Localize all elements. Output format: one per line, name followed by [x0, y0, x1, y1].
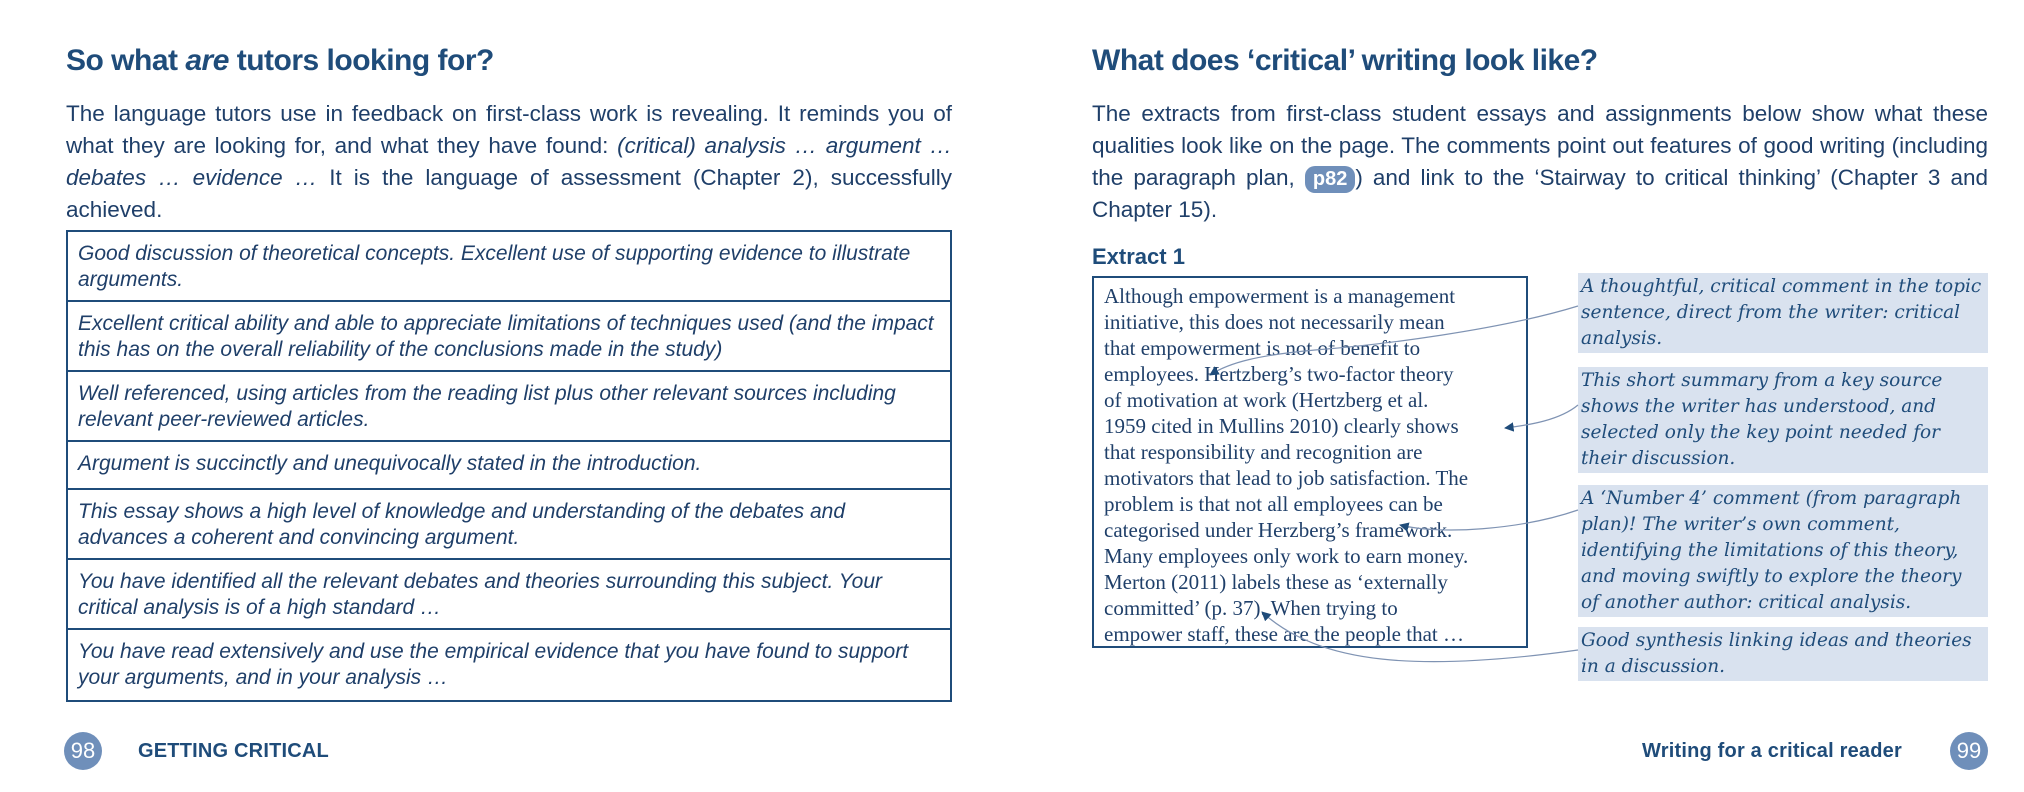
- page-reference-link[interactable]: p82: [1305, 166, 1355, 193]
- heading-text: So what: [66, 44, 186, 77]
- extract-line: categorised under Herzberg’s framework.: [1104, 518, 1453, 542]
- left-page: [0, 0, 1000, 792]
- extract-line: initiative, this does not necessarily mean: [1104, 310, 1445, 334]
- annotation-note: A thoughtful, critical comment in the topic sentence, direct from the writer: critical analysis.: [1578, 273, 1988, 353]
- heading-emphasis: are: [185, 44, 229, 77]
- feedback-row: Excellent critical ability and able to appreciate limitations of techniques used (and the impact this has on the overall reliability of the conclusions made in the study): [68, 302, 950, 372]
- right-running-footer: Writing for a critical reader: [1642, 740, 1902, 762]
- feedback-table: [66, 230, 952, 702]
- right-page-heading: What does ‘critical’ writing look like?: [1092, 44, 1598, 77]
- connector-arrow: [1210, 306, 1578, 375]
- right-intro-paragraph: The extracts from first-class student essays and assignments below show what these qualities look like on the page. The comments point out features of good writing (including the paragraph plan, p82 ) and link to the ‘Stairway to critical thinking’ (Chapter 3 and Chapter 15).: [1092, 101, 1989, 222]
- extract-line: 1959 cited in Mullins 2010) clearly shows: [1104, 414, 1459, 438]
- extract-line: of motivation at work (Hertzberg et al.: [1104, 388, 1429, 412]
- extract-line: Many employees only work to earn money.: [1104, 544, 1469, 568]
- left-page-heading: [66, 44, 494, 78]
- extract-label: Extract 1: [1092, 244, 1185, 269]
- annotation-note: This short summary from a key source shows the writer has understood, and selected only the key point needed for their discussion.: [1578, 367, 1988, 473]
- left-running-footer: GETTING CRITICAL: [138, 740, 329, 762]
- feedback-row: Argument is succinctly and unequivocally stated in the introduction.: [68, 442, 950, 490]
- extract-line: employees. Hertzberg’s two-factor theory: [1104, 362, 1454, 386]
- annotation-connectors: [1000, 0, 2024, 792]
- extract-line: that empowerment is not of benefit to: [1104, 336, 1421, 360]
- extract-line: problem is that not all employees can be: [1104, 492, 1443, 516]
- left-intro-paragraph: The language tutors use in feedback on first-class work is revealing. It reminds you of what they are looking for, and what they have found: (critical) analysis … argument … debates … evidence … It is the language of assessment (Chapter 2), successfully achieved.: [66, 101, 953, 222]
- right-page: [1000, 0, 2024, 792]
- feedback-row: You have read extensively and use the empirical evidence that you have found to support your arguments, and in your analysis …: [78, 640, 909, 689]
- heading-text: tutors looking for?: [228, 44, 494, 77]
- annotation-note: A ‘Number 4’ comment (from paragraph plan)! The writer’s own comment, identifying the limitations of this theory, and moving swiftly to explore the theory of another author: critical analysis.: [1578, 485, 1988, 617]
- feedback-row: This essay shows a high level of knowledge and understanding of the debates and advances a coherent and convincing argument.: [68, 490, 950, 560]
- feedback-row: Good discussion of theoretical concepts. Excellent use of supporting evidence to illustrate arguments.: [68, 232, 950, 302]
- extract-line: committed’ (p. 37). When trying to: [1104, 596, 1398, 620]
- feedback-row: You have identified all the relevant debates and theories surrounding this subject. Your critical analysis is of a high standard …: [68, 560, 950, 630]
- connector-arrow: [1262, 612, 1578, 662]
- extract-line: Merton (2011) labels these as ‘externally: [1104, 570, 1448, 594]
- connector-arrow: [1505, 405, 1578, 428]
- extract-line: that responsibility and recognition are: [1104, 440, 1423, 464]
- feedback-row: Well referenced, using articles from the reading list plus other relevant sources including relevant peer-reviewed articles.: [68, 372, 950, 442]
- right-page-number: 99: [1950, 732, 1988, 770]
- annotation-note: Good synthesis linking ideas and theories in a discussion.: [1578, 627, 1988, 681]
- connector-arrow: [1400, 510, 1578, 530]
- extract-line: empower staff, these are the people that …: [1104, 622, 1464, 646]
- extract-line: Although empowerment is a management: [1104, 284, 1456, 308]
- extract-line: motivators that lead to job satisfaction. The: [1104, 466, 1469, 490]
- left-page-number: 98: [64, 732, 102, 770]
